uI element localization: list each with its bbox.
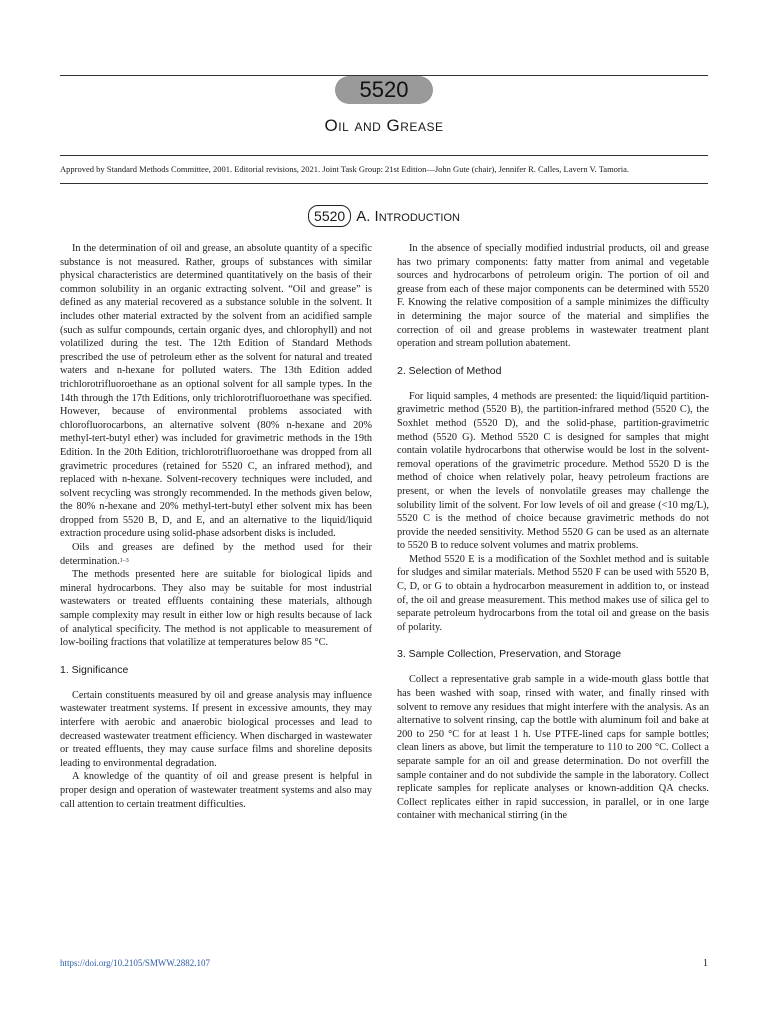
left-column (60, 242, 372, 811)
paragraph-text: Oils and greases are defined by the method used for their determination. (60, 542, 372, 567)
subsection-heading: 1. Significance (60, 663, 129, 676)
paragraph: In the absence of specially modified industrial products, oil and grease has two primary components: fatty matter from animal and vegetable sources and hydrocarbons of petroleum origin. The portion of oil and grease from each of these major components can be determined with 5520 F. Knowing the relative composition of a sample minimizes the difficulty in determining the major source of the material and simplifies the correction of oil and grease problems in wastewater treatment plant operation and stream pollution abatement. (397, 243, 709, 350)
approval-rule (60, 183, 708, 184)
paragraph: For liquid samples, 4 methods are presented: the liquid/liquid partition-gravimetric method (5520 B), the partition-infrared method (5520 C), the Soxhlet method (5520 D), and the solid-phase, partition-gravimetric method (5520 G). Method 5520 C is designed for samples that might contain volatile hydrocarbons that otherwise would be lost in the solvent-removal operations of the gravimetric procedure. Method 5520 D is the method of choice when relatively polar, heavy petroleum fractions are present, or when the levels of nonvolatile greases may challenge the solubility limit of the solvent. For low levels of oil and grease (<10 mg/L), 5520 C is the method of choice because gravimetric methods do not provide the needed sensitivity. Method 5520 G can be used as an alternate to 5520 B to reduce solvent volumes and matrix problems. (397, 390, 709, 552)
section-number-pill: 5520 (308, 205, 351, 227)
paragraph: In the determination of oil and grease, an absolute quantity of a specific substance is not measured. Rather, groups of substances with similar physical characteristics are determined quantitatively on the basis of their common solubility in an organic extracting solvent. “Oil and grease” is defined as any material recovered as a substance soluble in the solvent. It includes other material extracted by the solvent from an acidified sample (such as sulfur compounds, certain organic dyes, and chlorophyll) and not volatilized during the test. The 12th Edition of Standard Methods prescribed the use of petroleum ether as the solvent for natural and treated waters and n-hexane for polluted waters. The 13th Edition added trichlorotrifluoroethane as an optional solvent for all sample types. In the 14th through the 17th Editions, only trichlorotrifluoroethane was specified. However, because of environmental problems associated with chlorofluorocarbons, an alternative solvent (80% n-hexane and 20% methyl-tert-butyl ether) was included for gravimetric methods in the 19th Edition. In the 20th Edition, trichlorotrifluoroethane was dropped from all gravimetric procedures (retained for 5520 C, an infrared method), and replaced with n-hexane. Solvent-recovery techniques were included, and solvent recycling was strongly recommended. In the methods given below, the 80% n-hexane and 20% methyl-tert-butyl ether solvent mix has been dropped from 5520 B, D, and E, and an alternative to the liquid/liquid extraction procedure using solid-phase adsorbent disks is included. (60, 243, 372, 540)
paragraph: The methods presented here are suitable for biological lipids and mineral hydrocarbons. They also may be suitable for most industrial wastewaters or treated effluents containing these materials, although sample complexity may result in either low or high results because of lack of analytical specificity. The method is not applicable to measurement of low-boiling fractions that volatilize at temperatures below 85 °C. (60, 569, 372, 649)
page-number: 1 (703, 958, 708, 969)
section-title: A. Introduction (356, 207, 460, 225)
subsection-heading: 3. Sample Collection, Preservation, and Storage (397, 648, 622, 661)
method-number-badge: 5520 (335, 76, 433, 104)
paragraph: A knowledge of the quantity of oil and grease present is helpful in proper design and operation of wastewater treatment systems and also may call attention to certain treatment difficulties. (60, 771, 372, 810)
paragraph (60, 541, 372, 568)
section-heading (0, 205, 768, 227)
citation-superscript: 1–3 (119, 557, 129, 564)
doi-link[interactable]: https://doi.org/10.2105/SMWW.2882.107 (60, 958, 211, 968)
paragraph: Method 5520 E is a modification of the Soxhlet method and is suitable for sludges and similar materials. Method 5520 F can be used with 5520 B, C, D, or G to obtain a hydrocarbon measurement in addition to, or instead of, the oil and grease measurement. This method makes use of silica gel to separate petroleum hydrocarbons from the total oil and grease on the basis of polarity. (397, 553, 709, 633)
title-rule (60, 155, 708, 156)
paragraph: Collect a representative grab sample in a wide-mouth glass bottle that has been washed with soap, rinsed with water, and finally rinsed with solvent to remove any residues that might interfere with the analysis. As an alternative to solvent rinsing, cap the bottle with aluminum foil and bake at 200 to 250 °C for at least 1 h. Use PTFE-lined caps for sample bottles; clean liners as above, but limit the temperature to 110 to 200 °C. Collect a separate sample for an oil and grease determination. Do not overfill the sample container and do not subdivide the sample in the laboratory. Collect replicate samples for replicate analyses or known-addition QA checks. Collect replicates either in rapid succession, in parallel, or in one large container with mechanical stirring (in the (397, 674, 709, 822)
subsection-heading: 2. Selection of Method (397, 364, 502, 377)
page-title: Oil and Grease (324, 116, 444, 135)
approval-note: Approved by Standard Methods Committee, 2001. Editorial revisions, 2021. Joint Task Group: 21st Edition—John Gute (chair), Jennifer R. Calles, Lavern V. Tamoria. (60, 164, 630, 174)
right-column (397, 242, 709, 823)
paragraph: Certain constituents measured by oil and grease analysis may influence wastewater treatment systems. If present in excessive amounts, they may interfere with aerobic and anaerobic biological processes and lead to decreased wastewater treatment efficiency. When discharged in wastewater or treated effluents, they may cause surface films and shoreline deposits leading to environmental degradation. (60, 689, 372, 769)
